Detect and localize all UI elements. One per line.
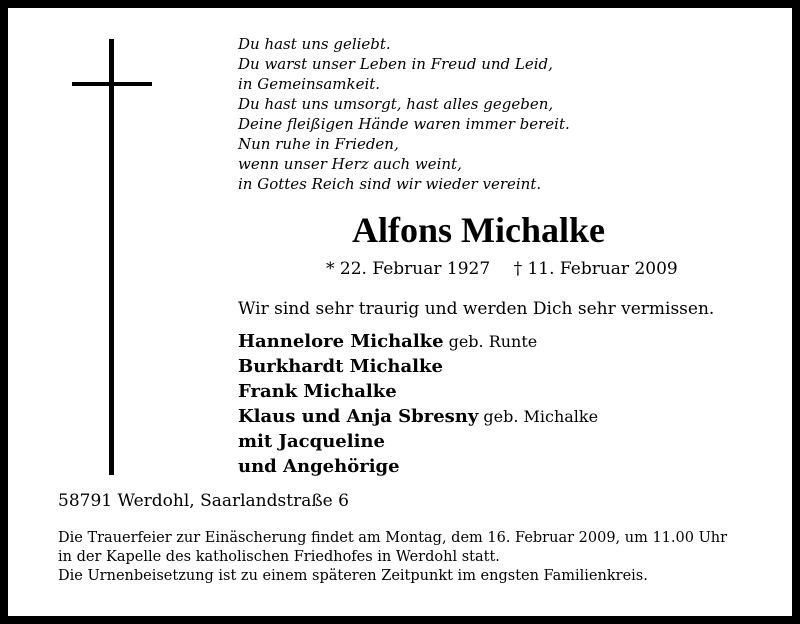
address: 58791 Werdohl, Saarlandstraße 6 (58, 491, 349, 511)
funeral-line: in der Kapelle des katholischen Friedhofes in Werdohl statt. (58, 549, 500, 565)
mourner (238, 429, 598, 454)
mourner-note: geb. Runte (448, 332, 538, 351)
mourning-message: Wir sind sehr traurig und werden Dich sehr vermissen. (238, 299, 715, 319)
poem-line: in Gemeinsamkeit. (238, 75, 381, 93)
mourners-list (238, 329, 598, 479)
obituary-notice (8, 8, 792, 616)
death-date: † 11. Februar 2009 (513, 259, 678, 279)
mourner (238, 454, 598, 479)
mourner-note: geb. Michalke (483, 407, 599, 426)
mourner (238, 404, 598, 429)
mourner-name: Frank Michalke (238, 381, 397, 402)
poem-line: Du warst unser Leben in Freud und Leid, (238, 55, 553, 73)
mourner (238, 329, 598, 354)
poem (238, 34, 758, 194)
funeral-info (58, 529, 727, 586)
deceased-name: Alfons Michalke (352, 210, 606, 250)
poem-line: Du hast uns geliebt. (238, 35, 391, 53)
mourner-name: mit Jacqueline (238, 431, 385, 452)
mourner (238, 354, 598, 379)
mourner-name: und Angehörige (238, 456, 400, 477)
cross-icon-crossbar (72, 82, 152, 86)
mourner-name: Hannelore Michalke (238, 331, 444, 352)
life-dates (326, 258, 678, 280)
funeral-line: Die Trauerfeier zur Einäscherung findet am Montag, dem 16. Februar 2009, um 11.00 Uhr (58, 530, 728, 546)
poem-line: wenn unser Herz auch weint, (238, 155, 462, 173)
funeral-line: Die Urnenbeisetzung ist zu einem späteren Zeitpunkt im engsten Familienkreis. (58, 568, 648, 584)
poem-line: Deine fleißigen Hände waren immer bereit. (238, 115, 570, 133)
cross-icon (109, 39, 114, 475)
poem-line: Du hast uns umsorgt, hast alles gegeben, (238, 95, 554, 113)
poem-line: in Gottes Reich sind wir wieder vereint. (238, 175, 542, 193)
mourner (238, 379, 598, 404)
birth-date: * 22. Februar 1927 (326, 259, 491, 279)
mourner-name: Burkhardt Michalke (238, 356, 443, 377)
poem-line: Nun ruhe in Frieden, (238, 135, 399, 153)
mourner-name: Klaus und Anja Sbresny (238, 406, 479, 427)
